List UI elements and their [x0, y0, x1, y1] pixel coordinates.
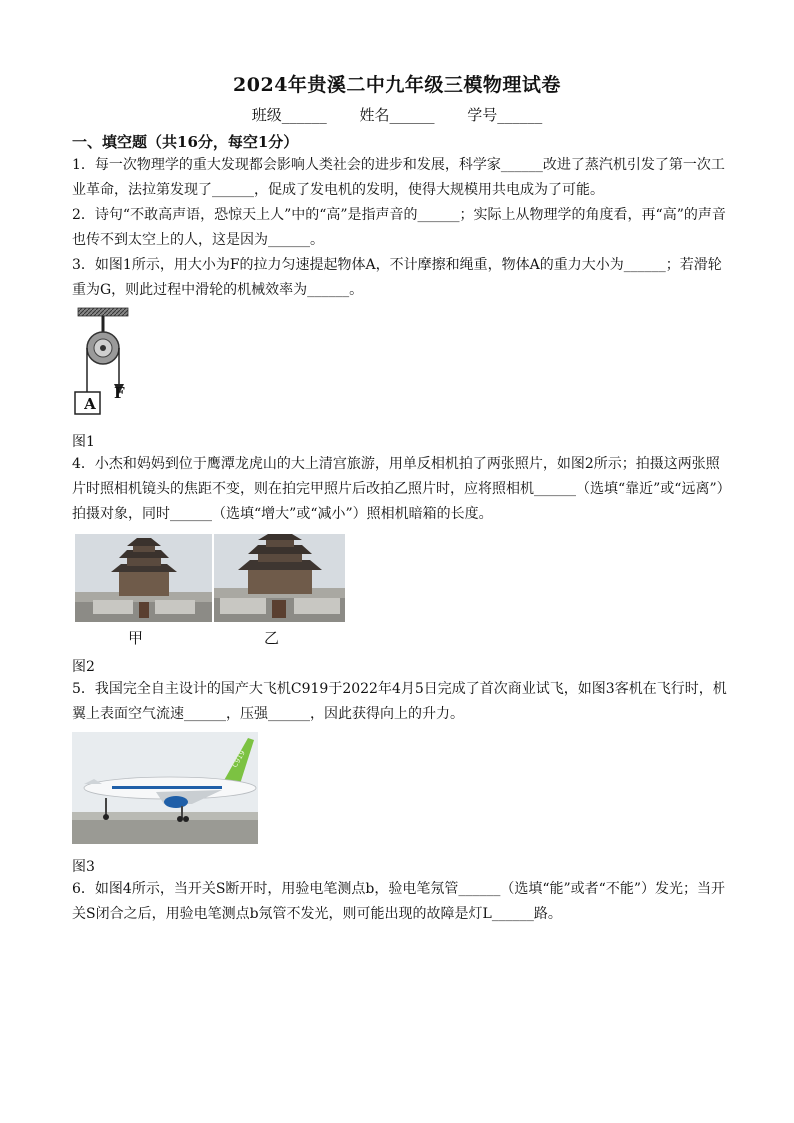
- aircraft-engine: [164, 796, 188, 808]
- force-f-label: F: [114, 384, 125, 402]
- figure-2-caption: 图2: [72, 659, 95, 675]
- section-heading-fill-blank: 一、填空题（共16分，每空1分）: [72, 133, 299, 151]
- figure-1-caption: 图1: [72, 434, 95, 450]
- block-a-label: A: [84, 395, 96, 413]
- class-field-label: 班级______: [251, 106, 327, 124]
- question-3: 3．如图1所示，用大小为F的拉力匀速提起物体A，不计摩擦和绳重，物体A的重力大小为______；若滑轮重为G，则此过程中滑轮的机械效率为______。: [72, 257, 722, 298]
- ceiling-hatch: [78, 308, 128, 316]
- tower-photo-jia: [75, 534, 212, 622]
- student-info-line: [0, 104, 794, 125]
- question-5: 5．我国完全自主设计的国产大飞机C919于2022年4月5日完成了首次商业试飞，如图3客机在飞行时，机翼上表面空气流速______，压强______，因此获得向上的升力。: [72, 681, 727, 722]
- question-4: 4．小杰和妈妈到位于鹰潭龙虎山的大上清宫旅游，用单反相机拍了两张照片，如图2所示；拍摄这两张照片时照相机镜头的焦距不变，则在拍完甲照片后改拍乙照片时，应将照相机______（选填“靠近”或“远离”）拍摄对象，同时______（选填“增大”或“减小”）照相机暗箱的长度。: [72, 456, 731, 522]
- number-field-label: 学号______: [467, 106, 543, 124]
- photo-label-yi: 乙: [264, 629, 280, 647]
- question-6: 6．如图4所示，当开关S断开时，用验电笔测点b，验电笔氖管______（选填“能”或者“不能”）发光；当开关S闭合之后，用验电笔测点b氖管不发光，则可能出现的故障是灯L______路。: [72, 881, 725, 922]
- figure-3-caption: 图3: [72, 859, 95, 875]
- tower-photo-yi: [214, 534, 345, 622]
- question-2: 2．诗句“不敢高声语，恐惊天上人”中的“高”是指声音的______；实际上从物理学的角度看，再“高”的声音也传不到太空上的人，这是因为______。: [72, 207, 726, 248]
- name-field-label: 姓名______: [359, 106, 435, 124]
- exam-title: 2024年贵溪二中九年级三模物理试卷: [233, 74, 561, 96]
- tail-marking: C919: [230, 749, 247, 769]
- question-1: 1．每一次物理学的重大发现都会影响人类社会的进步和发展，科学家______改进了蒸汽机引发了第一次工业革命，法拉第发现了______，促成了发电机的发明，使得大规模用共电成为了可能。: [72, 157, 725, 198]
- c919-aircraft-photo: [72, 732, 258, 844]
- photo-label-jia: 甲: [128, 629, 144, 647]
